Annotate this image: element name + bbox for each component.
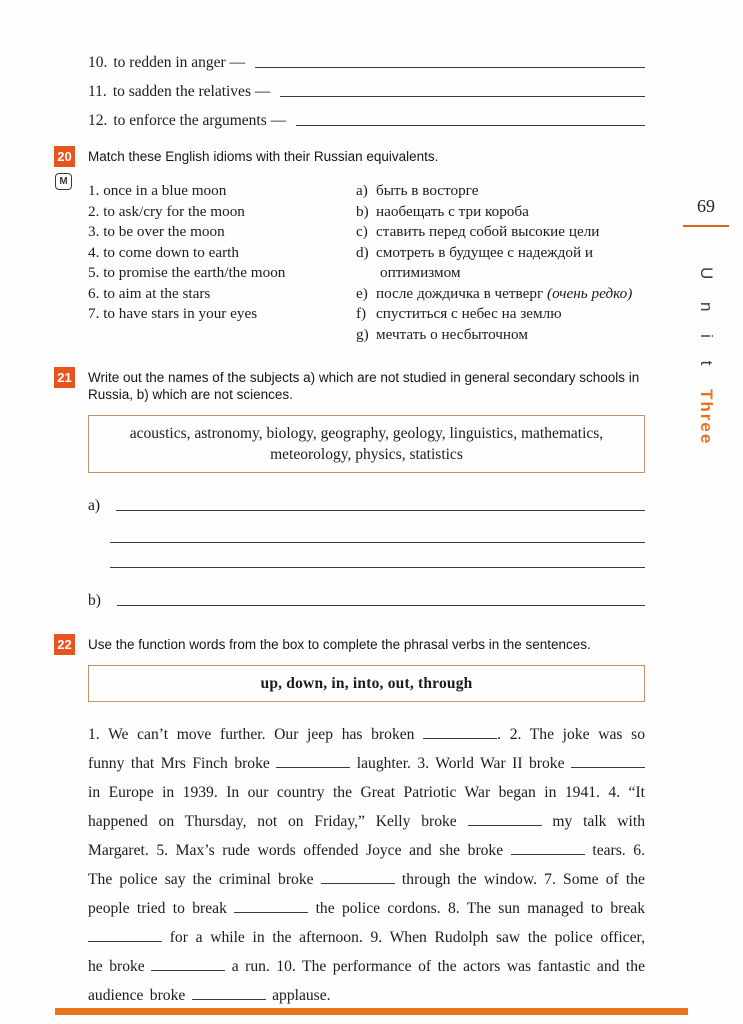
idiom-item: 7. to have stars in your eyes <box>88 305 258 322</box>
sentence-segment: through the window. 7. Some of the people tried to break <box>88 871 645 917</box>
exercise-badge-21: 21 <box>54 367 75 388</box>
unit-label <box>696 241 716 471</box>
sentence-segment: laughter. 3. World War II broke <box>350 755 571 772</box>
fill-blank <box>511 853 585 855</box>
answer-line <box>255 67 645 68</box>
sentence-segment: in Europe in 1939. In our country the Great Patriotic War began in 1941. 4. “It happened on Thursday, not on Friday,” Kelly broke <box>88 784 645 830</box>
idiom-item: 5. to promise the earth/the moon <box>88 264 286 281</box>
answer-row-a <box>88 497 645 515</box>
item-number: 12. <box>88 112 108 129</box>
exercise-20 <box>57 148 645 345</box>
equivalent-item: f) спуститься с небес на землю <box>356 305 562 322</box>
answer-row-b <box>88 592 645 610</box>
equivalent-item: g) мечтать о несбыточном <box>356 325 528 343</box>
equivalent-item: c) ставить перед собой высокие цели <box>356 223 600 240</box>
idiom-item: 3. to be over the moon <box>88 223 225 240</box>
item-text: to redden in anger — <box>113 54 246 71</box>
exercise-instruction: Match these English idioms with their Russian equivalents. <box>88 149 439 164</box>
page-margin-sidebar <box>683 196 729 471</box>
label-b: b) <box>88 592 101 609</box>
page-number: 69 <box>697 196 715 216</box>
sidebar-rule <box>683 225 729 227</box>
idiom-item: 1. once in a blue moon <box>88 182 227 199</box>
sentence-segment: tears. 6. The police say the criminal broke <box>88 842 646 888</box>
fill-blank <box>571 766 645 768</box>
sentence-segment: for a while in the afternoon. 9. When Rudolph saw the police officer, he broke <box>88 929 645 975</box>
answer-line <box>116 510 645 511</box>
idioms-column <box>88 181 356 345</box>
idiom-item: 4. to come down to earth <box>88 243 239 261</box>
top-fill-items <box>88 54 645 130</box>
footer-bar <box>55 1008 688 1015</box>
exercise-21 <box>57 369 645 610</box>
fill-item-11 <box>88 83 645 101</box>
fill-item-12 <box>88 112 645 130</box>
item-number: 11. <box>88 83 107 100</box>
answer-line <box>110 542 645 543</box>
unit-number-word: Three <box>697 388 716 446</box>
fill-blank <box>234 911 308 913</box>
item-number: 10. <box>88 54 108 71</box>
equivalent-item: d) смотреть в будущее с надеждой и оптимизмом <box>356 243 594 281</box>
exercise-instruction: Use the function words from the box to complete the phrasal verbs in the sentences. <box>88 637 591 652</box>
fill-item-10 <box>88 54 645 72</box>
sentence-segment: a run. 10. The performance of the actors was fantastic and the audience broke <box>88 958 645 1004</box>
exercise-instruction: Write out the names of the subjects a) which are not studied in general secondary schools in Russia, b) which are not sciences. <box>88 370 640 402</box>
answer-line <box>110 567 645 568</box>
sentence-segment: applause. <box>265 987 331 1004</box>
fill-blank <box>468 824 542 826</box>
equivalent-item: e) после дождичка в четверг (очень редко) <box>356 284 633 302</box>
exercise-badge-22: 22 <box>54 634 75 655</box>
sentence-segment: 1. We can’t move further. Our jeep has broken <box>88 726 424 743</box>
fill-blank <box>151 969 225 971</box>
answer-line <box>117 605 645 606</box>
label-a: a) <box>88 497 101 514</box>
sentence-segment: my talk with Margaret. 5. Max’s rude words offended Joyce and she broke <box>88 813 645 859</box>
idiom-item: 6. to aim at the stars <box>88 284 211 302</box>
item-text: to sadden the relatives — <box>112 83 271 100</box>
audio-m-icon: M <box>55 173 72 190</box>
exercise-badge-20: 20 <box>54 146 75 167</box>
item-text: to enforce the arguments — <box>113 112 287 129</box>
idiom-item: 2. to ask/cry for the moon <box>88 202 245 220</box>
sentence-segment: the police cordons. 8. The sun managed to break <box>308 900 645 917</box>
equivalents-column <box>356 181 645 345</box>
answer-line <box>280 96 645 97</box>
exercise-22 <box>57 636 646 1010</box>
equivalent-item: b) наобещать с три короба <box>356 202 529 220</box>
fill-blank <box>88 940 162 942</box>
word-box: acoustics, astronomy, biology, geography, geology, linguistics, mathematics, meteorology, physics, statistics <box>88 415 645 473</box>
sentence-segment: . 2. The joke was so funny that Mrs Finch broke <box>88 726 645 772</box>
exercise-paragraph <box>88 720 645 1010</box>
unit-word: U n i t <box>697 266 716 375</box>
equivalent-item: a) быть в восторге <box>356 182 479 199</box>
answer-line <box>296 125 645 126</box>
fill-blank <box>276 766 350 768</box>
fill-blank <box>192 998 266 1000</box>
fill-blank <box>321 882 395 884</box>
matching-columns <box>88 181 645 345</box>
fill-blank <box>423 737 497 739</box>
word-box: up, down, in, into, out, through <box>88 665 645 702</box>
answer-area <box>88 497 645 610</box>
